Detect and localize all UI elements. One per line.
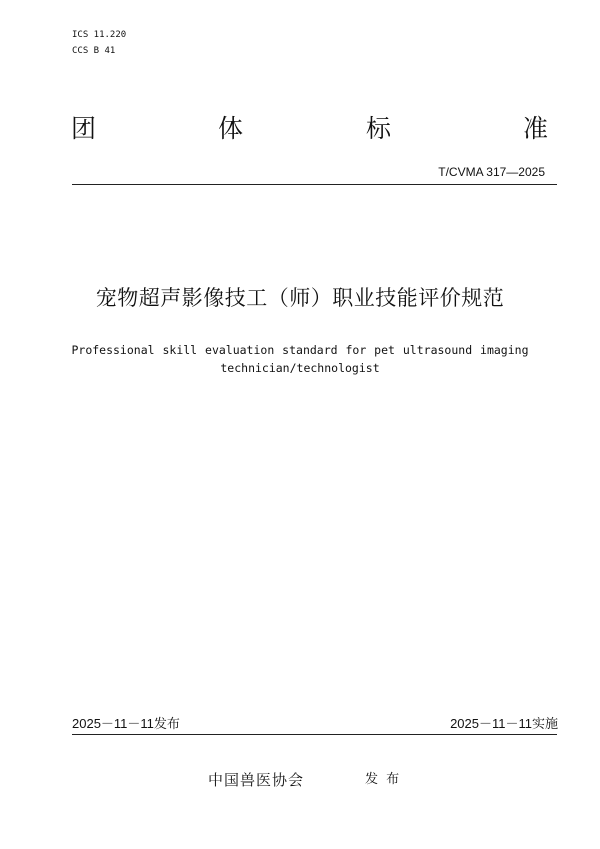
implement-date: 2025－11－11实施: [450, 716, 558, 731]
heading-char-1: 团: [71, 114, 97, 143]
ics-code: ICS 11.220: [72, 30, 127, 40]
publisher-name: 中国兽医协会: [208, 771, 305, 789]
publish-label: 发 布: [365, 772, 402, 787]
standard-code: T/CVMA 317—2025: [438, 165, 545, 179]
title-chinese: 宠物超声影像技工（师）职业技能评价规范: [95, 286, 505, 310]
top-divider: [72, 184, 557, 185]
title-english-line-1: Professional skill evaluation standard for pet ultrasound imaging: [71, 343, 529, 357]
title-english: [40, 341, 560, 377]
heading-char-3: 标: [366, 114, 392, 143]
title-english-line-2: technician/technologist: [220, 361, 380, 375]
ccs-code: CCS B 41: [72, 46, 116, 56]
heading-char-2: 体: [218, 114, 244, 143]
bottom-divider: [72, 734, 557, 735]
publish-date: 2025－11－11发布: [72, 716, 180, 731]
heading-char-4: 准: [523, 114, 549, 143]
